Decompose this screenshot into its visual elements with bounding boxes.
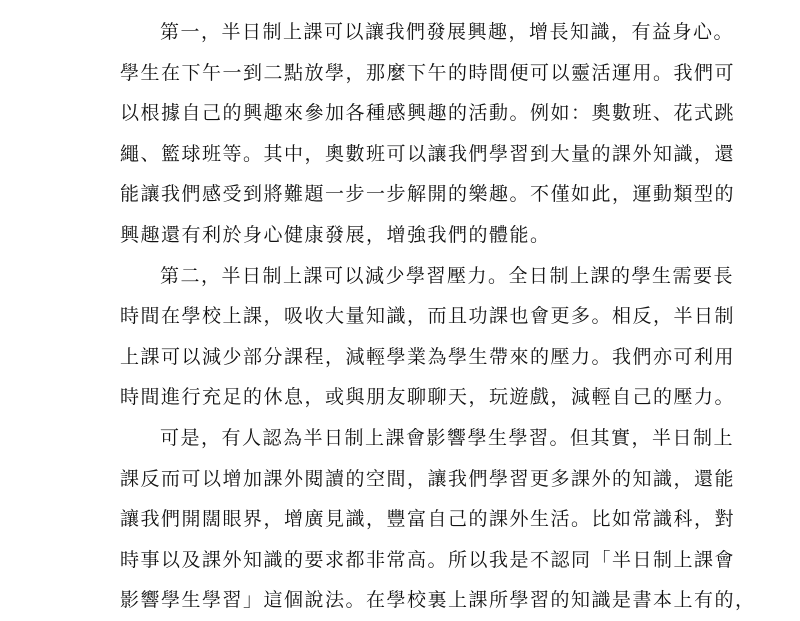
text-line: 興趣還有利於身心健康發展，增強我們的體能。: [120, 223, 551, 246]
text-line: 時間進行充足的休息，或與朋友聊聊天，玩遊戲，減輕自己的壓力。: [120, 386, 736, 409]
text-line: 讓我們開闊眼界，增廣見識，豐富自己的課外生活。比如常識科，對: [120, 508, 736, 531]
paragraph-3: [120, 418, 756, 621]
text-line: 第二，半日制上課可以減少學習壓力。全日制上課的學生需要長: [160, 264, 735, 287]
text-line: 能讓我們感受到將難題一步一步解開的樂趣。不僅如此，運動類型的: [120, 183, 736, 206]
paragraph-2: [120, 256, 736, 418]
text-line: 學生在下午一到二點放學，那麼下午的時間便可以靈活運用。我們可: [120, 61, 736, 84]
text-line: 影響學生學習」這個說法。在學校裏上課所學習的知識是書本上有的，: [120, 589, 756, 612]
text-line: 課反而可以增加課外閱讀的空間，讓我們學習更多課外的知識，還能: [120, 467, 736, 490]
text-line: 以根據自己的興趣來參加各種感興趣的活動。例如：奧數班、花式跳: [120, 102, 736, 125]
text-line: 時間在學校上課，吸收大量知識，而且功課也會更多。相反，半日制: [120, 305, 736, 328]
paragraph-1: [120, 12, 736, 256]
essay-body: [120, 12, 756, 621]
text-line: 繩、籃球班等。其中，奧數班可以讓我們學習到大量的課外知識，還: [120, 142, 736, 165]
text-line: 可是，有人認為半日制上課會影響學生學習。但其實，半日制上: [160, 426, 735, 449]
text-line: 時事以及課外知識的要求都非常高。所以我是不認同「半日制上課會: [120, 548, 736, 571]
text-line: 第一，半日制上課可以讓我們發展興趣，增長知識，有益身心。: [160, 21, 735, 43]
text-line: 上課可以減少部分課程，減輕學業為學生帶來的壓力。我們亦可利用: [120, 345, 736, 368]
